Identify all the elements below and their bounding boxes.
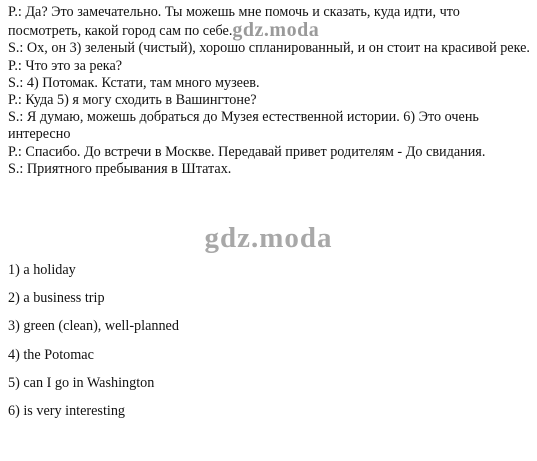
answer-item: 5) can I go in Washington (8, 374, 155, 391)
answer-item: 2) a business trip (8, 290, 105, 307)
answer-item: 4) the Potomac (8, 346, 94, 363)
dialogue-line: P.: Спасибо. До встречи в Москве. Передавай привет родителям - До свидания. (8, 143, 486, 160)
dialogue-line: S.: 4) Потомак. Кстати, там много музеев. (8, 74, 260, 91)
answer-item: 6) is very interesting (8, 402, 126, 419)
dialogue-line-text: P.: Да? Это замечательно. Ты можешь мне помочь и сказать, куда идти, что посмотреть, какой город сам по себе. (8, 4, 460, 40)
dialogue-line: S.: Ох, он 3) зеленый (чистый), хорошо спланированный, и он стоит на красивой реке. (8, 40, 530, 57)
dialogue-line: P.: Что это за река? (8, 57, 123, 74)
answer-item: 1) a holiday (8, 262, 76, 278)
dialogue-line: S.: Я думаю, можешь добраться до Музея естественной истории. 6) Это очень интересно (8, 109, 479, 143)
watermark-center: gdz.moda (204, 222, 333, 254)
answer-item: 3) green (clean), well-planned (8, 318, 179, 335)
watermark-inline: gdz.moda (232, 19, 320, 42)
dialogue-line (8, 4, 530, 40)
dialogue-line: P.: Куда 5) я могу сходить в Вашингтоне? (8, 92, 257, 109)
dialogue-text (8, 4, 530, 178)
answer-list (8, 262, 179, 431)
dialogue-line: S.: Приятного пребывания в Штатах. (8, 160, 232, 177)
